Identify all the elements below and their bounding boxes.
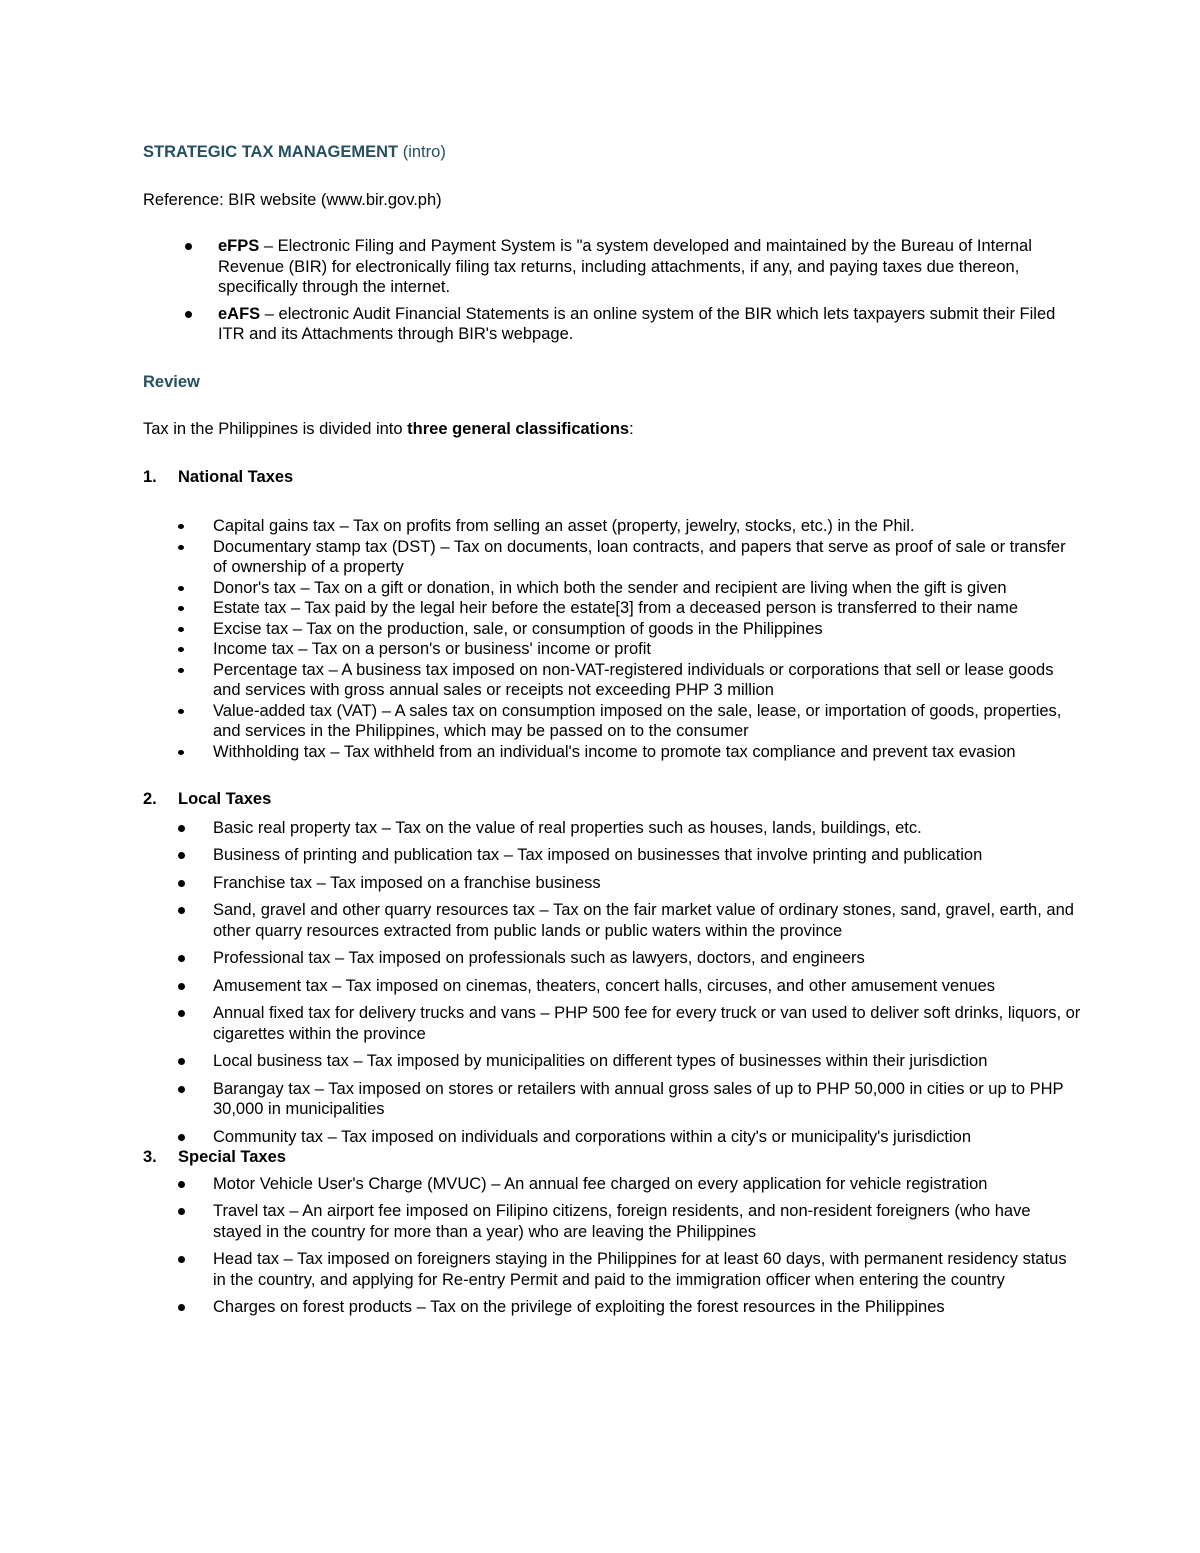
spacer	[143, 762, 1083, 789]
lead-bold: three general classifications	[407, 420, 630, 438]
list-item	[143, 1051, 1083, 1072]
list-item	[143, 619, 1083, 640]
list-item-eafs	[143, 304, 1083, 345]
list-item-text: Donor's tax – Tax on a gift or donation, in which both the sender and recipient are living when the gift is given	[213, 578, 1007, 597]
section-number: 3.	[143, 1148, 157, 1166]
list-item	[143, 1174, 1083, 1195]
bullet-icon	[178, 606, 184, 611]
bullet-icon	[178, 1181, 185, 1188]
bullet-icon	[178, 880, 185, 887]
lead-pre: Tax in the Philippines is divided into	[143, 420, 408, 438]
list-item	[143, 537, 1083, 578]
list-item-text: Professional tax – Tax imposed on professionals such as lawyers, doctors, and engineers	[213, 949, 865, 967]
bullet-icon	[178, 852, 185, 859]
list-item-text: Franchise tax – Tax imposed on a franchise business	[213, 873, 601, 892]
list-item	[143, 818, 1083, 839]
bullet-icon	[178, 586, 184, 591]
list-item-efps	[143, 236, 1083, 298]
list-item	[143, 701, 1083, 742]
list-item	[143, 1297, 1083, 1318]
list-item-text: Travel tax – An airport fee imposed on Filipino citizens, foreign residents, and non-resident foreigners (who have stayed in the country for more than a year) who are leaving the Philippines	[213, 1202, 1031, 1241]
term-efps: eFPS	[218, 237, 260, 255]
bullet-icon	[178, 983, 185, 990]
lead-post: :	[629, 420, 634, 438]
section-heading-label: National Taxes	[178, 467, 294, 486]
list-item	[143, 976, 1083, 997]
bullet-icon	[178, 524, 184, 529]
bullet-icon	[178, 545, 184, 550]
section-heading-local	[143, 789, 1083, 810]
section-number: 1.	[143, 467, 157, 486]
list-item	[143, 578, 1083, 599]
list-item-text: Annual fixed tax for delivery trucks and vans – PHP 500 fee for every truck or van used to deliver soft drinks, liquors, or cigarettes within the province	[213, 1004, 1081, 1043]
list-item	[143, 873, 1083, 894]
list-item	[143, 660, 1083, 701]
bullet-icon	[178, 825, 185, 832]
list-item-text: Barangay tax – Tax imposed on stores or retailers with annual gross sales of up to PHP 50,000 in cities or up to PHP 30,000 in municipalities	[213, 1079, 1064, 1118]
section-heading-label: Local Taxes	[178, 790, 272, 808]
bullet-icon	[178, 955, 185, 962]
bullet-icon	[178, 1010, 185, 1017]
document-title	[143, 142, 1083, 163]
list-item	[143, 598, 1083, 619]
bullet-icon	[185, 311, 192, 318]
list-item	[143, 742, 1083, 763]
list-item	[143, 639, 1083, 660]
bullet-icon	[178, 647, 184, 652]
term-eafs: eAFS	[218, 304, 261, 323]
list-item-text: Income tax – Tax on a person's or business' income or profit	[213, 640, 651, 658]
list-item	[143, 948, 1083, 969]
national-taxes-list	[143, 516, 1083, 762]
list-item	[143, 516, 1083, 537]
list-item-text: Basic real property tax – Tax on the value of real properties such as houses, lands, buildings, etc.	[213, 818, 922, 837]
list-item	[143, 1249, 1083, 1290]
list-item-text: Withholding tax – Tax withheld from an individual's income to promote tax compliance and prevent tax evasion	[213, 742, 1016, 761]
list-item-text: Business of printing and publication tax – Tax imposed on businesses that involve printing and publication	[213, 846, 983, 864]
bullet-icon	[178, 668, 184, 673]
list-item	[143, 1003, 1083, 1044]
list-item	[143, 1079, 1083, 1120]
section-heading-special	[143, 1147, 1083, 1168]
list-item	[143, 900, 1083, 941]
bullet-icon	[178, 907, 185, 914]
title-main: STRATEGIC TAX MANAGEMENT	[143, 143, 399, 161]
list-item-text: Motor Vehicle User's Charge (MVUC) – An annual fee charged on every application for vehicle registration	[213, 1174, 988, 1193]
intro-list	[143, 236, 1083, 345]
bullet-icon	[178, 627, 184, 632]
section-number: 2.	[143, 790, 157, 808]
definition-efps: – Electronic Filing and Payment System is "a system developed and maintained by the Bureau of Internal Revenue (BIR) for electronically filing tax returns, including attachments, if any, and paying taxes due thereon, specifically through the internet.	[218, 237, 1032, 296]
list-item	[143, 1201, 1083, 1242]
list-item-text: Charges on forest products – Tax on the privilege of exploiting the forest resources in the Philippines	[213, 1298, 945, 1316]
bullet-icon	[178, 1058, 185, 1065]
list-item	[143, 845, 1083, 866]
definition-eafs: – electronic Audit Financial Statements is an online system of the BIR which lets taxpayers submit their Filed ITR and its Attachments through BIR's webpage.	[218, 304, 1056, 343]
list-item-text: Estate tax – Tax paid by the legal heir before the estate[3] from a deceased person is transferred to their name	[213, 599, 1018, 617]
document-body	[143, 142, 1083, 1318]
local-taxes-list	[143, 818, 1083, 1148]
bullet-icon	[178, 1208, 185, 1215]
list-item	[143, 1127, 1083, 1148]
bullet-icon	[178, 1256, 185, 1263]
list-item-text: Value-added tax (VAT) – A sales tax on consumption imposed on the sale, lease, or importation of goods, properties, and services in the Philippines, which may be passed on to the consumer	[213, 701, 1062, 740]
title-suffix: (intro)	[398, 143, 446, 161]
special-taxes-list	[143, 1174, 1083, 1318]
lead-sentence	[143, 419, 1083, 440]
list-item-text: Amusement tax – Tax imposed on cinemas, theaters, concert halls, circuses, and other amusement venues	[213, 976, 996, 995]
list-item-text: Sand, gravel and other quarry resources tax – Tax on the fair market value of ordinary stones, sand, gravel, earth, and other quarry resources extracted from public lands or public waters within the province	[213, 901, 1074, 940]
section-heading-national	[143, 467, 1083, 488]
list-item-text: Excise tax – Tax on the production, sale, or consumption of goods in the Philippines	[213, 619, 823, 638]
bullet-icon	[178, 1304, 185, 1311]
list-item-text: Capital gains tax – Tax on profits from selling an asset (property, jewelry, stocks, etc.) in the Phil.	[213, 517, 915, 535]
bullet-icon	[178, 1134, 185, 1141]
reference-line: Reference: BIR website (www.bir.gov.ph)	[143, 190, 442, 209]
list-item-text: Documentary stamp tax (DST) – Tax on documents, loan contracts, and papers that serve as proof of sale or transfer of ownership of a property	[213, 537, 1066, 576]
bullet-icon	[178, 1086, 185, 1093]
list-item-text: Head tax – Tax imposed on foreigners staying in the Philippines for at least 60 days, with permanent residency status in the country, and applying for Re-entry Permit and paid to the immigration officer when entering the country	[213, 1250, 1067, 1289]
review-heading: Review	[143, 372, 200, 391]
list-item-text: Percentage tax – A business tax imposed on non-VAT-registered individuals or corporations that sell or lease goods and services with gross annual sales or receipts not exceeding PHP 3 million	[213, 660, 1054, 699]
list-item-text: Local business tax – Tax imposed by municipalities on different types of businesses within their jurisdiction	[213, 1052, 988, 1070]
bullet-icon	[178, 750, 184, 755]
list-item-text: Community tax – Tax imposed on individuals and corporations within a city's or municipality's jurisdiction	[213, 1127, 972, 1146]
bullet-icon	[185, 243, 192, 250]
section-heading-label: Special Taxes	[178, 1148, 286, 1166]
bullet-icon	[178, 709, 184, 714]
